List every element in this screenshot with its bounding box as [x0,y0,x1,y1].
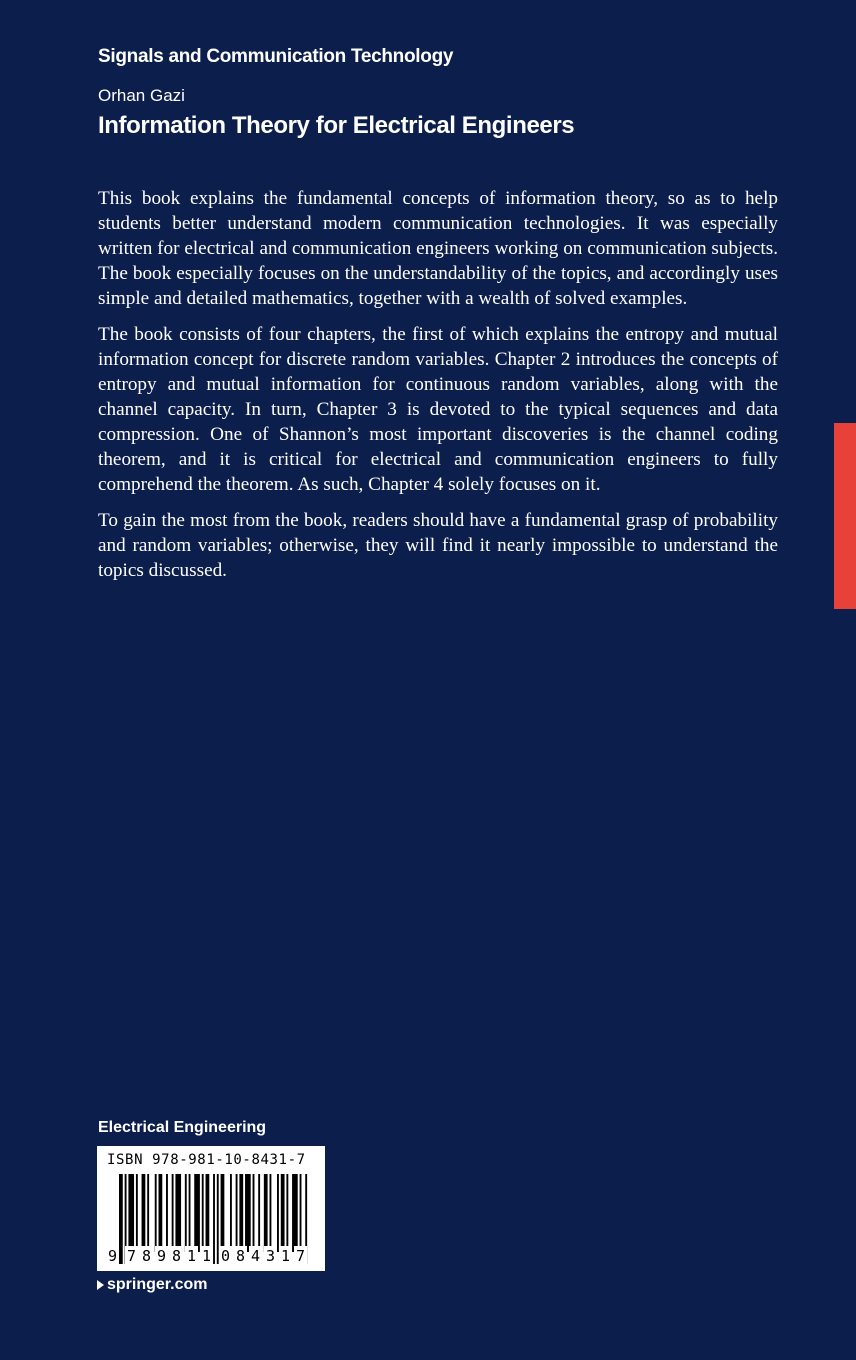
barcode-digit: 9 [156,1247,167,1265]
description [98,186,778,594]
barcode-bar [239,1174,243,1252]
barcode-bar [269,1174,271,1252]
barcode-digit: 3 [265,1247,276,1265]
barcode-bar [142,1174,146,1252]
series-name: Signals and Communication Technology [98,46,454,67]
barcode-bar [166,1174,168,1252]
barcode-digit: 1 [280,1247,291,1265]
subject-category: Electrical Engineering [98,1119,267,1136]
barcode-bar [136,1174,138,1252]
description-paragraph-2: The book consists of four chapters, the first of which explains the entropy and mutual information concept for discrete random variables. Chapter 2 introduces the concepts of entropy and mutual information for continuous random variables, along with the channel capacity. In turn, Chapter 3 is devoted to the typical sequences and data compression. One of Shannon’s most important discoveries is the channel coding theorem, and it is critical for electrical and communication engineers to fully comprehend the theorem. As such, Chapter 4 solely focuses on it. [98,324,778,495]
barcode-bar [147,1174,149,1252]
description-paragraph-3: To gain the most from the book, readers should have a fundamental grasp of probability and random variables; otherwise, they will find it nearly impossible to understand the topics discussed. [98,510,778,581]
red-spine-tab [834,423,856,609]
barcode-bar [159,1174,163,1252]
barcode-bar [128,1174,134,1252]
barcode-bar [245,1174,251,1252]
barcode-bar [185,1174,187,1252]
author-name: Orhan Gazi [98,86,185,105]
barcode-digit: 1 [201,1247,212,1265]
barcode-bar [281,1174,285,1252]
barcode-bar [292,1174,298,1252]
barcode-bar [277,1174,279,1252]
publisher-link[interactable] [97,1276,207,1294]
barcode-bar [194,1174,200,1252]
play-triangle-icon [97,1280,104,1290]
barcode-digit: 9 [107,1247,118,1265]
barcode-digit: 4 [250,1247,261,1265]
barcode-bar [172,1174,174,1252]
barcode-bar [189,1174,191,1252]
isbn-label: ISBN 978-981-10-8431-7 [107,1152,306,1168]
barcode-bar [230,1174,232,1252]
barcode-digit: 8 [235,1247,246,1265]
barcode-bar [206,1174,210,1252]
barcode-block [97,1146,325,1271]
barcode-bar [202,1174,204,1252]
barcode-digit: 0 [220,1247,231,1265]
barcode-bar [221,1174,225,1252]
barcode-bar [253,1174,255,1252]
barcode-bar [264,1174,268,1252]
publisher-url[interactable]: springer.com [107,1276,208,1293]
barcode-digits [97,1246,325,1270]
barcode-bar [155,1174,157,1252]
barcode-digit: 8 [141,1247,152,1265]
barcode-bar [175,1174,181,1252]
description-paragraph-1: This book explains the fundamental concepts of information theory, so as to help students better understand modern communication technologies. It was especially written for electrical and communication engineers working on communication subjects. The book especially focuses on the understandability of the topics, and accordingly uses simple and detailed mathematics, together with a wealth of solved examples. [98,188,778,309]
barcode-bar [286,1174,288,1252]
barcode-bar [236,1174,238,1252]
book-title: Information Theory for Electrical Engineers [98,112,575,139]
barcode-digit: 8 [171,1247,182,1265]
barcode-digit: 7 [126,1247,137,1265]
barcode-bar [258,1174,260,1252]
barcode-digit: 7 [295,1247,306,1265]
barcode-digit: 1 [186,1247,197,1265]
